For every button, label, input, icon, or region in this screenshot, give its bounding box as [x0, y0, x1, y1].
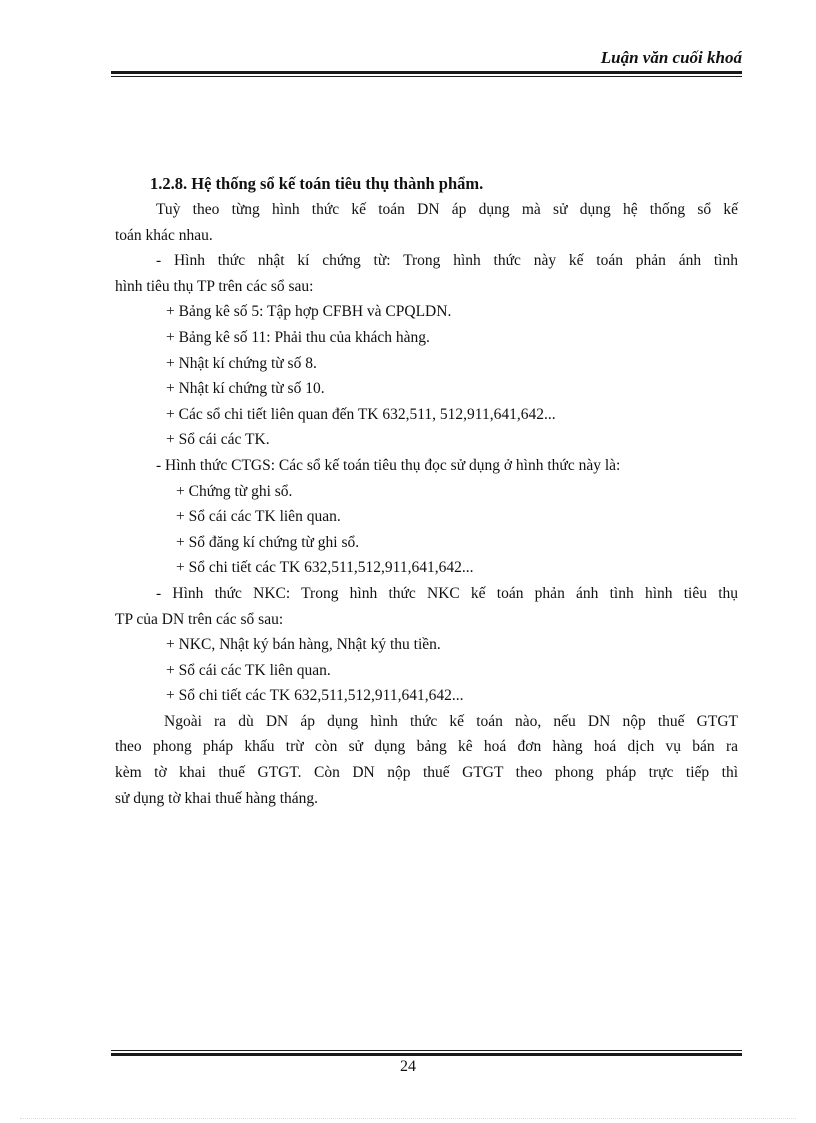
body-line-23: kèm tờ khai thuế GTGT. Còn DN nộp thuế GTGT theo phong pháp trực tiếp thì — [115, 764, 738, 782]
running-header-title: Luận văn cuối khoá — [600, 48, 742, 67]
list-item: + Bảng kê số 11: Phải thu của khách hàng. — [166, 328, 430, 346]
body-line-2: toán khác nhau. — [115, 226, 213, 244]
body-line-24: sử dụng tờ khai thuế hàng tháng. — [115, 789, 318, 807]
list-item: + Chứng từ ghi sổ. — [176, 482, 293, 500]
list-item: + Nhật kí chứng từ số 10. — [166, 380, 325, 398]
list-item: + NKC, Nhật ký bán hàng, Nhật ký thu tiền. — [166, 636, 441, 654]
body-line-1: Tuỳ theo từng hình thức kế toán DN áp dụng mà sử dụng hệ thống sổ kế — [156, 201, 738, 218]
page-number: 24 — [400, 1058, 416, 1075]
header-rule-thick — [111, 71, 742, 74]
list-item: + Sổ cái các TK liên quan. — [176, 508, 341, 526]
header-rule-thin — [111, 76, 742, 77]
body-line-22: theo phong pháp khấu trừ còn sử dụng bảng kê hoá đơn hàng hoá dịch vụ bán ra — [115, 738, 738, 756]
list-item: + Sổ cái các TK. — [166, 431, 270, 449]
body-line-17: TP của DN trên các sổ sau: — [115, 610, 284, 628]
body-line-4: hình tiêu thụ TP trên các sổ sau: — [115, 277, 314, 295]
list-item: + Bảng kê số 5: Tập hợp CFBH và CPQLDN. — [166, 303, 452, 321]
list-item: + Sổ cái các TK liên quan. — [166, 661, 331, 679]
list-item: + Các sổ chi tiết liên quan đến TK 632,511, 512,911,641,642... — [166, 405, 556, 423]
page-body — [115, 170, 738, 811]
footer-rule-thick — [111, 1053, 742, 1056]
body-line-11: - Hình thức CTGS: Các sổ kế toán tiêu thụ đọc sử dụng ở hình thức này là: — [156, 456, 621, 474]
section-heading: 1.2.8. Hệ thống sổ kế toán tiêu thụ thành phẩm. — [150, 174, 484, 193]
list-item: + Sổ chi tiết các TK 632,511,512,911,641,642... — [166, 687, 464, 705]
list-item: + Sổ chi tiết các TK 632,511,512,911,641,642... — [176, 559, 474, 577]
list-item: + Nhật kí chứng từ số 8. — [166, 354, 317, 372]
footer-rule-thin — [111, 1050, 742, 1051]
body-line-3: - Hình thức nhật kí chứng từ: Trong hình thức này kế toán phản ánh tình — [156, 252, 738, 270]
list-item: + Sổ đăng kí chứng từ ghi sổ. — [176, 533, 360, 551]
body-line-16: - Hình thức NKC: Trong hình thức NKC kế toán phản ánh tình hình tiêu thụ — [156, 584, 738, 602]
page-edge-divider — [20, 1118, 796, 1119]
body-line-21: Ngoài ra dù DN áp dụng hình thức kế toán nào, nếu DN nộp thuế GTGT — [164, 712, 738, 730]
